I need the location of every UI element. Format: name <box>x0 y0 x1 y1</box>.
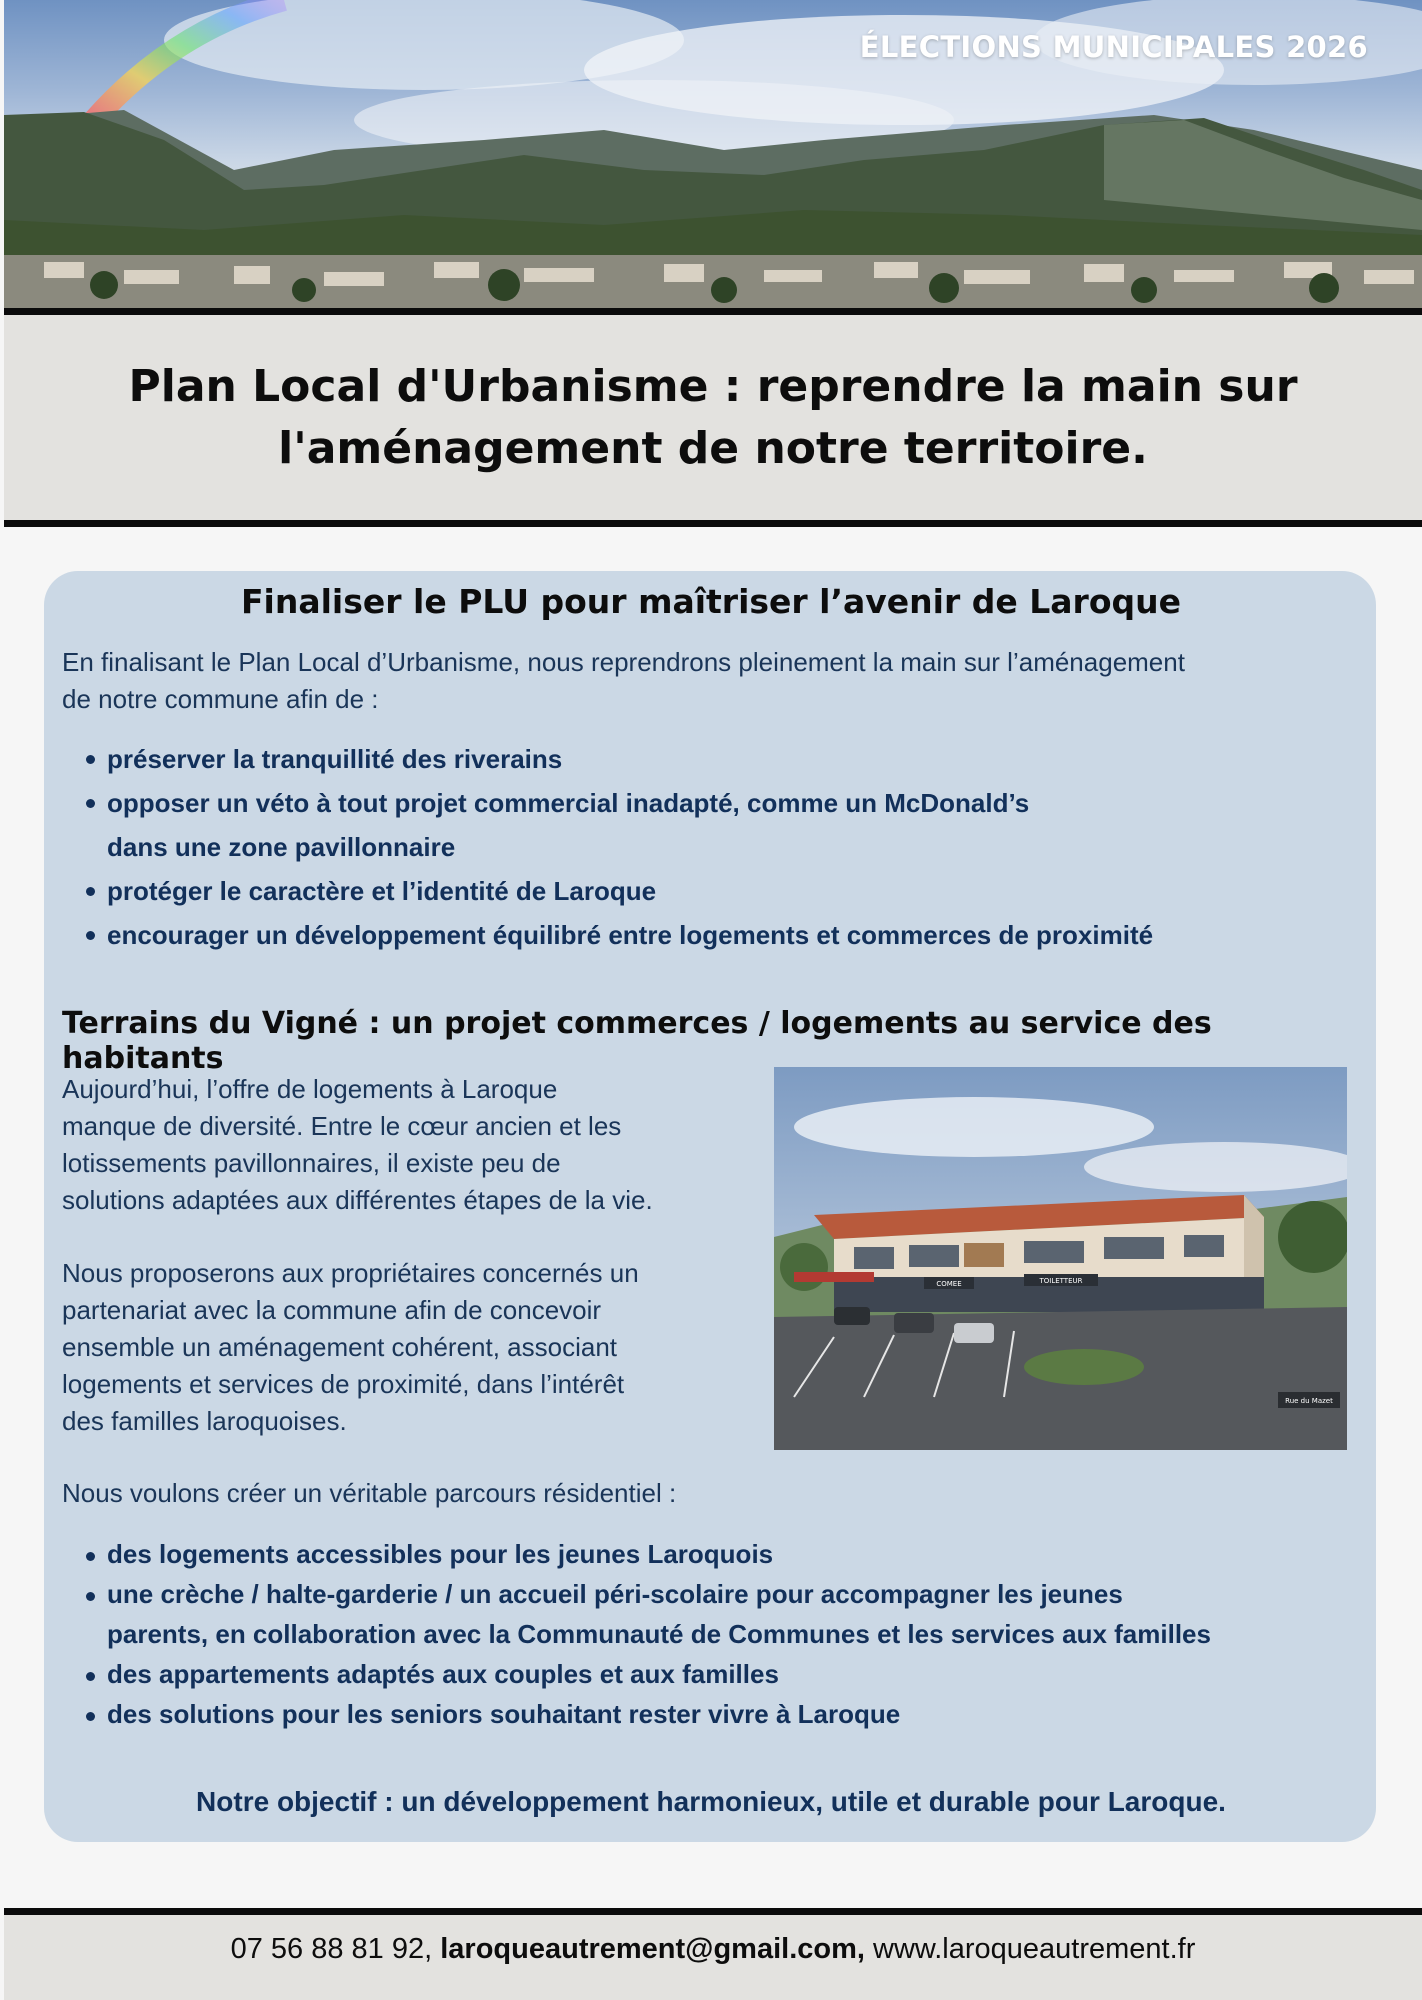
footer-website[interactable]: www.laroqueautrement.fr <box>873 1933 1196 1965</box>
contact-footer <box>4 1915 1422 2000</box>
para1-line: Aujourd’hui, l’offre de logements à Laroque <box>62 1074 558 1104</box>
render-street-sign: Rue du Mazet <box>1285 1397 1333 1405</box>
para2-line: Nous proposerons aux propriétaires concernés un <box>62 1258 639 1288</box>
list-item <box>86 781 1366 869</box>
list-item <box>86 1574 1366 1654</box>
render-shop1-sign: COMEE <box>936 1280 962 1288</box>
para2-line: partenariat avec la commune afin de concevoir <box>62 1295 602 1325</box>
para2-line: logements et services de proximité, dans l’intérêt <box>62 1369 625 1399</box>
project-render-image <box>774 1067 1347 1450</box>
section2-bullet-list <box>86 1534 1366 1734</box>
para2-line: ensemble un aménagement cohérent, associant <box>62 1332 618 1362</box>
section1-bullet-list <box>86 737 1366 957</box>
list-item: des logements accessibles pour les jeunes Laroquois <box>86 1534 1366 1574</box>
section2-paragraph3: Nous voulons créer un véritable parcours résidentiel : <box>62 1478 677 1508</box>
page-title-line2: l'aménagement de notre territoire. <box>278 422 1148 474</box>
section2-heading: Terrains du Vigné : un projet commerces / logements au service des habitants <box>62 1006 1212 1076</box>
list-item-line1: une crèche / halte-garderie / un accueil péri-scolaire pour accompagner les jeunes <box>107 1579 1123 1609</box>
section1-heading: Finaliser le PLU pour maîtriser l’avenir de Laroque <box>240 582 1181 621</box>
list-item-line1: opposer un véto à tout projet commercial inadapté, comme un McDonald’s <box>107 788 1030 818</box>
footer-email[interactable]: laroqueautrement@gmail.com, <box>440 1933 865 1965</box>
title-band <box>4 315 1422 520</box>
section2-paragraph2 <box>62 1255 762 1440</box>
section2-paragraph1 <box>62 1071 762 1219</box>
list-item: encourager un développement équilibré entre logements et commerces de proximité <box>86 913 1366 957</box>
para1-line: solutions adaptées aux différentes étapes de la vie. <box>62 1185 653 1215</box>
list-item-line2: dans une zone pavillonnaire <box>107 832 456 862</box>
footer-phone: 07 56 88 81 92, <box>230 1933 433 1965</box>
intro-line1: En finalisant le Plan Local d’Urbanisme, nous reprendrons pleinement la main sur l’aménagement <box>62 647 1185 677</box>
list-item: des appartements adaptés aux couples et aux familles <box>86 1654 1366 1694</box>
section1-intro <box>62 644 1362 718</box>
para2-line: des familles laroquoises. <box>62 1406 347 1436</box>
intro-line2: de notre commune afin de : <box>62 684 379 714</box>
list-item: des solutions pour les seniors souhaitant rester vivre à Laroque <box>86 1694 1366 1734</box>
divider-footer <box>4 1908 1422 1915</box>
divider-mid <box>4 520 1422 527</box>
para1-line: manque de diversité. Entre le cœur ancien et les <box>62 1111 622 1141</box>
page-title <box>113 356 1313 480</box>
building-render-illustration <box>774 1067 1347 1450</box>
list-item: protéger le caractère et l’identité de Laroque <box>86 869 1366 913</box>
list-item: préserver la tranquillité des riverains <box>86 737 1366 781</box>
para1-line: lotissements pavillonnaires, il existe peu de <box>62 1148 561 1178</box>
header-landscape-banner <box>4 0 1422 308</box>
divider-top <box>4 308 1422 315</box>
list-item-line2: parents, en collaboration avec la Communauté de Communes et les services aux familles <box>107 1619 1211 1649</box>
objective-statement: Notre objectif : un développement harmonieux, utile et durable pour Laroque. <box>196 1786 1226 1817</box>
render-shop2-sign: TOILETTEUR <box>1039 1277 1083 1285</box>
elections-tag: ÉLECTIONS MUNICIPALES 2026 <box>859 30 1368 64</box>
page-title-line1: Plan Local d'Urbanisme : reprendre la main sur <box>128 360 1298 412</box>
